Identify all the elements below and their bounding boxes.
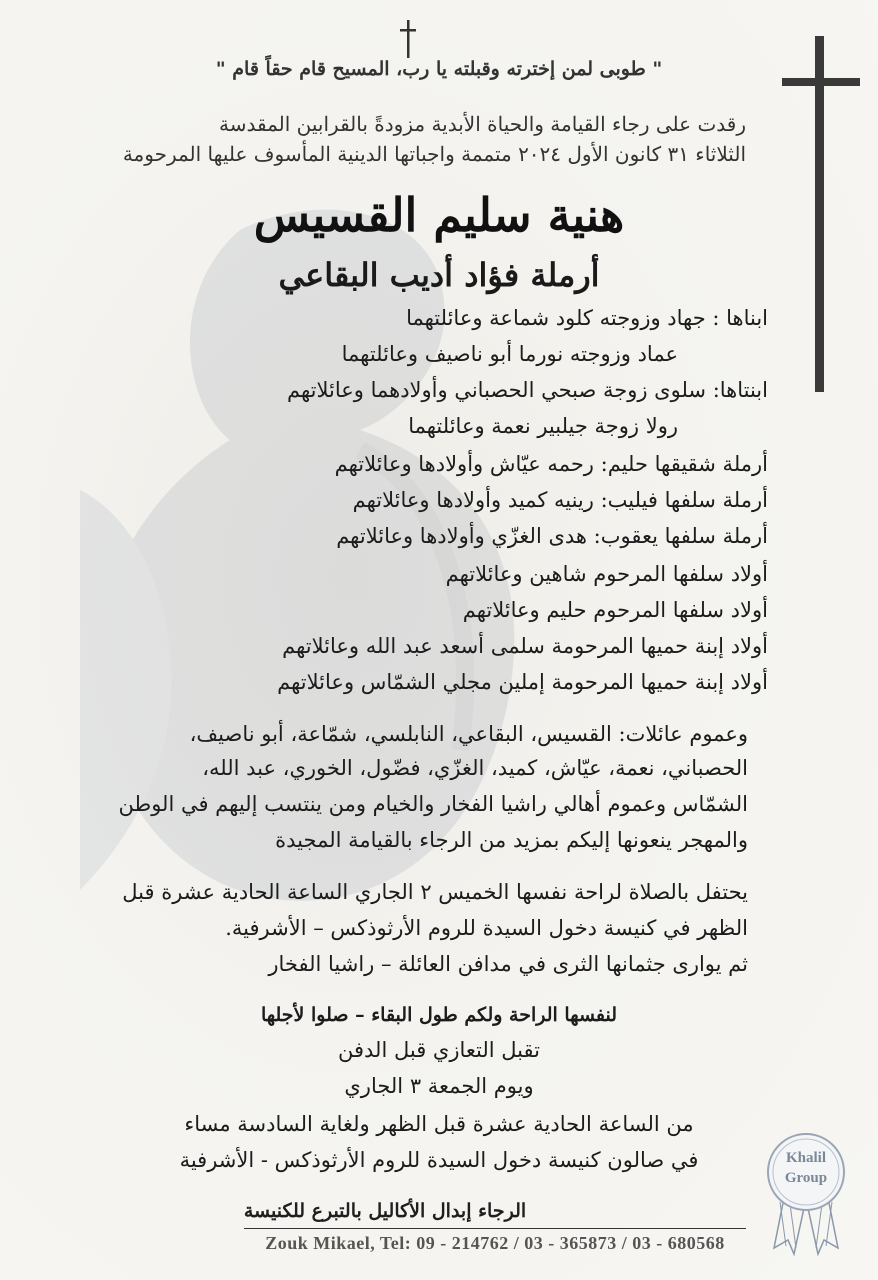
condolence-line: من الساعة الحادية عشرة قبل الظهر ولغاية السادسة مساء <box>184 1112 694 1136</box>
stamp-line-1: Khalil <box>785 1150 826 1166</box>
family-line: رولا زوجة جيلبير نعمة وعائلتهما <box>408 414 678 438</box>
family-line: أرملة شقيقها حليم: رحمه عيّاش وأولادها وعائلاتهم <box>334 452 768 476</box>
family-line: أرملة سلفها فيليب: رينيه كميد وأولادها وعائلاتهم <box>352 488 768 512</box>
condolence-line: تقبل التعازي قبل الدفن <box>338 1038 540 1062</box>
family-line: أولاد إبنة حميها المرحومة سلمى أسعد عبد الله وعائلاتهم <box>282 634 768 658</box>
deceased-name: هنية سليم القسيس <box>253 188 625 242</box>
widow-of-line: أرملة فؤاد أديب البقاعي <box>278 256 600 294</box>
relatives-line: الشمّاس وعموم أهالي راشيا الفخار والخيام ومن ينتسب إليهم في الوطن <box>118 792 748 816</box>
relatives-line: الحصباني، نعمة، عيّاش، كميد، الغزّي، فضّول، الخوري، عبد الله، <box>202 756 748 780</box>
opening-quote: " طوبى لمن إخترته وقبلته يا رب، المسيح قام حقاً قام " <box>215 58 663 80</box>
condolence-line: في صالون كنيسة دخول السيدة للروم الأرثوذكس - الأشرفية <box>179 1148 699 1172</box>
family-line: ابناها : جهاد وزوجته كلود شماعة وعائلتهما <box>406 306 768 330</box>
footer-contact: Zouk Mikael, Tel: 09 - 214762 / 03 - 365873 / 03 - 680568 <box>244 1228 746 1258</box>
small-cross-icon <box>398 20 418 58</box>
service-line: ثم يوارى جثمانها الثرى في مدافن العائلة – راشيا الفخار <box>268 952 748 976</box>
service-line: يحتفل بالصلاة لراحة نفسها الخميس ٢ الجاري الساعة الحادية عشرة قبل <box>122 880 748 904</box>
family-line: ابنتاها: سلوى زوجة صبحي الحصباني وأولادهما وعائلاتهم <box>286 378 768 402</box>
stamp-line-2: Group <box>784 1170 828 1186</box>
family-line: عماد وزوجته نورما أبو ناصيف وعائلتهما <box>341 342 678 366</box>
service-line: الظهر في كنيسة دخول السيدة للروم الأرثوذكس – الأشرفية. <box>225 916 748 940</box>
relatives-line: وعموم عائلات: القسيس، البقاعي، النابلسي، شمّاعة، أبو ناصيف، <box>189 722 748 746</box>
condolence-line: ويوم الجمعة ٣ الجاري <box>344 1074 534 1098</box>
wreath-appeal: الرجاء إبدال الأكاليل بالتبرع للكنيسة <box>243 1200 527 1222</box>
family-line: أرملة سلفها يعقوب: هدى الغزّي وأولادها وعائلاتهم <box>336 524 768 548</box>
prayer-line: لنفسها الراحة ولكم طول البقاء – صلوا لأجلها <box>260 1004 618 1026</box>
family-line: أولاد إبنة حميها المرحومة إملين مجلي الشمّاس وعائلاتهم <box>277 670 768 694</box>
intro-line-1: رقدت على رجاء القيامة والحياة الأبدية مزودةً بالقرابين المقدسة <box>218 112 746 136</box>
family-line: أولاد سلفها المرحوم شاهين وعائلاتهم <box>445 562 768 586</box>
rosette-icon <box>766 1128 866 1258</box>
khalil-group-stamp <box>766 1128 866 1258</box>
relatives-line: والمهجر ينعونها إليكم بمزيد من الرجاء بالقيامة المجيدة <box>275 828 748 852</box>
family-line: أولاد سلفها المرحوم حليم وعائلاتهم <box>462 598 768 622</box>
intro-line-2: الثلاثاء ٣١ كانون الأول ٢٠٢٤ متممة واجباتها الدينية المأسوف عليها المرحومة <box>122 142 746 166</box>
